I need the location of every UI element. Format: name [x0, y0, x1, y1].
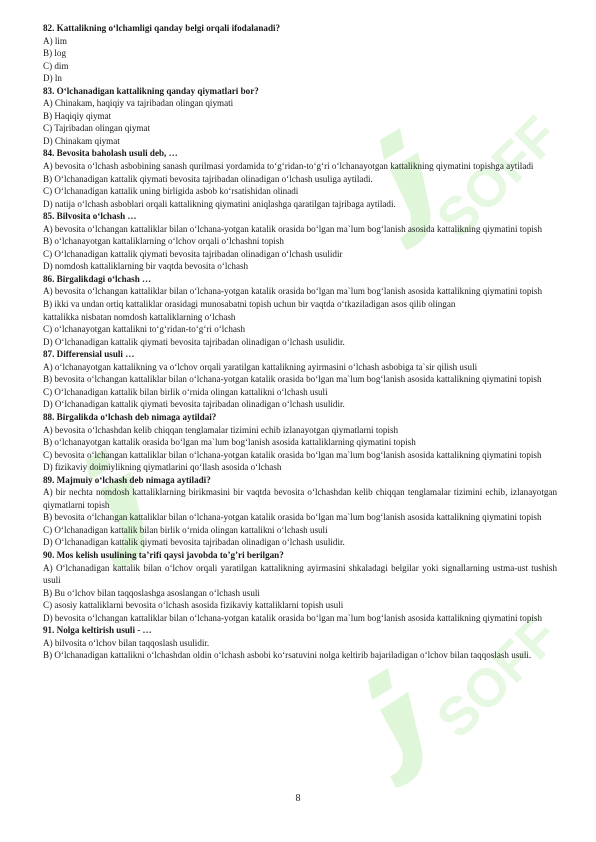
question-number: 84.: [43, 148, 55, 159]
option-b: B) O‘lchanadigan kattalikni o‘lchashdan oldin o‘lchash asbobi ko‘rsatuvini nolga keltirib bajariladigan o‘lchov bilan taqqoslash usuli.: [43, 650, 532, 661]
question-91: [43, 624, 557, 662]
question-text: Nolga keltirish usuli - …: [56, 625, 152, 636]
question-number: 85.: [43, 211, 55, 222]
question-number: 87.: [43, 349, 55, 360]
question-89: [43, 474, 557, 549]
option-a: A) O‘lchanadigan kattalik bilan o‘lchov orqali yaratilgan kattalikning ayirmasini shkaladagi belgilar yoki signallarning ustma-ust tushish usuli: [43, 562, 557, 586]
option-a: A) bilvosita o‘lchov bilan taqqoslash usulidir.: [43, 637, 210, 648]
question-text: Kattalikning o‘lchamligi qanday belgi orqali ifodalanadi?: [56, 23, 281, 33]
question-number: 90.: [43, 549, 55, 560]
question-text: O‘lchanadigan kattalikning qanday qiymatlari bor?: [56, 85, 259, 96]
question-text: Differensial usuli …: [56, 349, 135, 360]
question-number: 86.: [43, 273, 55, 284]
question-text: Majmuiy o‘lchash deb nimaga aytiladi?: [56, 474, 211, 485]
option-d: D) natija o‘lchash asboblari orqali kattalikning qiymatini aniqlashga qaratilgan tajribaga aytiladi.: [43, 198, 396, 209]
option-c: C) o‘lchanayotgan kattalikni to‘g‘ridan-to‘g‘ri o‘lchash: [43, 324, 246, 335]
option-b: B) log: [43, 48, 66, 59]
option-c: C) O‘lchanadigan kattalik bilan birlik o‘rnida olingan kattalikni o‘lchash usuli: [43, 524, 328, 535]
question-title: [43, 85, 557, 98]
option-b: B) ikki va undan ortiq kattaliklar orasidagi munosabatni topish uchun bir vaqtda o‘tkaziladigan asos qilib olingan kattalikka nisbatan nomdosh kattaliklarning o‘lchash: [43, 299, 456, 322]
option-d: D) O‘lchanadigan kattalik qiymati bevosita tajribadan olinadigan o‘lchash usulidir.: [43, 537, 345, 548]
option-b: B) o‘lchanayotgan kattaliklarning o‘lchov orqali o‘lchashni topish: [43, 236, 284, 247]
option-b: B) Haqiqiy qiymat: [43, 110, 112, 121]
question-85: [43, 210, 557, 273]
option-b: B) o‘lchanayotgan kattalik orasida bo‘lgan ma`lum bog‘lanish asosida kattaliklarning qiymatini topish: [43, 437, 416, 448]
question-87: [43, 348, 557, 411]
option-c: C) O‘lchanadigan kattalik uning birligida asbob ko‘rsatishidan olinadi: [43, 186, 299, 197]
question-90: [43, 549, 557, 624]
question-number: 91.: [43, 625, 55, 636]
question-number: 82.: [43, 23, 55, 33]
question-title: [43, 210, 557, 223]
question-title: [43, 549, 557, 562]
watermark-top-text: SOFF: [425, 105, 570, 250]
question-text: Mos kelish usulining ta’rifi qaysi javobda to’g’ri berilgan?: [56, 549, 284, 560]
option-a: A) o‘lchanayotgan kattalikning va o‘lchov orqali yaratilgan kattalikning ayirmasini o‘lchash asbobiga ta`sir qilish usuli: [43, 361, 478, 372]
option-a: A) bevosita o‘lchashdan kelib chiqqan tenglamalar tizimini echib izlanayotgan qiymatlarni topish: [43, 424, 399, 435]
page-number: 8: [295, 793, 301, 804]
option-c: C) Tajribadan olingan qiymat: [43, 123, 151, 134]
question-text: Birgalikda o‘lchash deb nimaga aytildai?: [56, 411, 217, 422]
option-d: D) nomdosh kattaliklarning bir vaqtda bevosita o‘lchash: [43, 261, 249, 272]
question-title: [43, 624, 557, 637]
question-84: [43, 147, 557, 210]
option-c: C) asosiy kattaliklarni bevosita o‘lchash asosida fizikaviy kattaliklarni topish usuli: [43, 600, 344, 611]
option-b: B) bevosita o‘lchangan kattaliklar bilan o‘lchana-yotgan katalik orasida bo‘lgan ma`lum bog‘lanish asosida kattalikning qiymatini topish: [43, 374, 542, 385]
question-number: 89.: [43, 474, 55, 485]
option-a: A) bir nechta nomdosh kattaliklarning birikmasini bir vaqtda bevosita o‘lchashdan kelib chiqqan tenglamalar tizimini echib, izlanayotgan qiymatlarni topish: [43, 487, 557, 510]
question-86: [43, 273, 557, 348]
question-number: 83.: [43, 85, 55, 96]
option-a: A) lim: [43, 35, 67, 46]
watermark-bottom-logo-icon: [368, 668, 422, 788]
option-d: D) O‘lchanadigan kattalik qiymati bevosita tajribadan olinadigan o‘lchash usulidir.: [43, 399, 345, 410]
option-d: D) bevosita o‘lchangan kattaliklar bilan o‘lchana-yotgan katalik orasida bo‘lgan ma`lum bog‘lanish asosida kattalikning qiymatini topish: [43, 612, 543, 623]
question-title: [43, 348, 557, 361]
question-title: [43, 22, 557, 35]
question-number: 88.: [43, 411, 55, 422]
question-title: [43, 273, 557, 286]
option-a: A) bevosita o‘lchangan kattaliklar bilan o‘lchana-yotgan katalik orasida bo‘lgan ma`lum bog‘lanish asosida kattalikning qiymatini topish: [43, 286, 543, 297]
question-title: [43, 147, 557, 160]
option-d: D) Chinakam qiymat: [43, 135, 120, 146]
option-b: B) O‘lchanadigan kattalik qiymati bevosita tajribadan olinadigan o‘lchash usuliga aytiladi.: [43, 173, 373, 184]
option-c: C) O‘lchanadigan kattalik qiymati bevosita tajribadan olinadigan o‘lchash usulidir: [43, 248, 343, 259]
document-page: [43, 22, 557, 662]
option-c: C) dim: [43, 60, 69, 71]
question-title: [43, 474, 557, 487]
question-82: [43, 22, 557, 85]
question-83: [43, 85, 557, 148]
question-88: [43, 411, 557, 474]
watermark-bottom-text: SOFF: [425, 605, 570, 750]
option-d: D) fizikaviy doimiylikning qiymatlarini qo‘llash asosida o‘lchash: [43, 462, 282, 473]
option-c: C) O‘lchanadigan kattalik bilan birlik o‘rnida olingan kattalikni o‘lchash usuli: [43, 386, 328, 397]
question-title: [43, 411, 557, 424]
question-text: Bilvosita o‘lchash …: [56, 211, 137, 222]
option-d: D) ln: [43, 73, 62, 84]
option-a: A) bevosita o‘lchash asbobining sanash qurilmasi yordamida to‘g‘ridan-to‘g‘ri o‘lchanayotgan kattalikning qiymatini topishga aytiladi: [43, 161, 534, 172]
option-a: A) Chinakam, haqiqiy va tajribadan olingan qiymati: [43, 98, 234, 109]
option-d: D) O‘lchanadigan kattalik qiymati bevosita tajribadan olinadigan o‘lchash usulidir.: [43, 336, 345, 347]
option-a: A) bevosita o‘lchangan kattaliklar bilan o‘lchana-yotgan katalik orasida bo‘lgan ma`lum bog‘lanish asosida kattalikning qiymatini topish: [43, 223, 543, 234]
question-text: Birgalikdagi o‘lchash …: [56, 273, 152, 284]
question-text: Bevosita baholash usuli deb, …: [56, 148, 178, 159]
option-b: B) bevosita o‘lchangan kattaliklar bilan o‘lchana-yotgan katalik orasida bo‘lgan ma`lum bog‘lanish asosida kattalikning qiymatini topish: [43, 512, 542, 523]
option-b: B) Bu o‘lchov bilan taqqoslashga asoslangan o‘lchash usuli: [43, 587, 260, 598]
option-c: C) bevosita o‘lchangan kattaliklar bilan o‘lchana-yotgan katalik orasida bo‘lgan ma`lum bog‘lanish asosida kattalikning qiymatini topish: [43, 449, 542, 460]
